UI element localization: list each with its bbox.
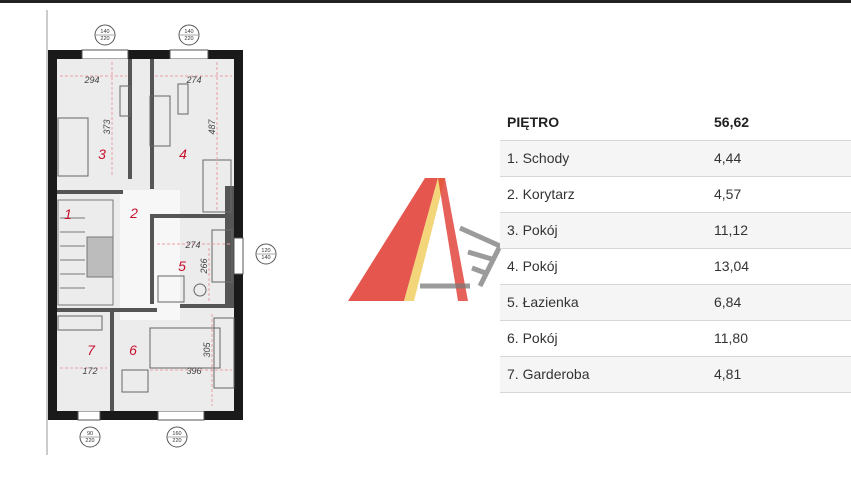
window-label-2: 140 bbox=[184, 29, 194, 35]
window-gap-2 bbox=[170, 50, 208, 59]
room-label: 3. Pokój bbox=[500, 212, 705, 248]
area-table-header bbox=[500, 104, 851, 140]
room-area: 11,12 bbox=[705, 212, 851, 248]
dimension-value: 274 bbox=[186, 75, 202, 85]
room-label: 7. Garderoba bbox=[500, 356, 705, 392]
window-label-3b: 140 bbox=[261, 255, 271, 261]
room-area: 13,04 bbox=[705, 248, 851, 284]
brand-logo bbox=[340, 168, 510, 308]
window-label-5: 160 bbox=[172, 431, 182, 437]
dimension-value: 172 bbox=[82, 366, 98, 376]
room-label: 1. Schody bbox=[500, 140, 705, 176]
table-row bbox=[500, 212, 851, 248]
room-label: 6. Pokój bbox=[500, 320, 705, 356]
window-gap-3 bbox=[234, 238, 243, 274]
room-number: 5 bbox=[178, 258, 186, 274]
floor-label: PIĘTRO bbox=[507, 113, 560, 130]
dimension-value: 305 bbox=[202, 342, 212, 358]
window-gap-1 bbox=[82, 50, 128, 59]
room-area: 4,44 bbox=[705, 140, 851, 176]
room-area: 4,81 bbox=[705, 356, 851, 392]
logo-red-leg bbox=[438, 178, 468, 301]
floor-plan bbox=[0, 0, 300, 480]
dimension-value: 274 bbox=[185, 240, 201, 250]
dimension-value: 487 bbox=[207, 119, 217, 135]
dimension-value: 294 bbox=[84, 75, 100, 85]
room-number: 3 bbox=[98, 146, 106, 162]
room-number: 6 bbox=[129, 342, 137, 358]
area-table bbox=[500, 104, 851, 393]
room-area: 4,57 bbox=[705, 176, 851, 212]
room-number: 4 bbox=[179, 146, 187, 162]
room-label: 5. Łazienka bbox=[500, 284, 705, 320]
dimension-value: 396 bbox=[186, 366, 202, 376]
dimension-value: 266 bbox=[199, 258, 209, 274]
window-label-3: 120 bbox=[261, 248, 271, 254]
room-number: 2 bbox=[130, 205, 138, 221]
table-row bbox=[500, 356, 851, 392]
table-row bbox=[500, 320, 851, 356]
room-number: 7 bbox=[87, 342, 95, 358]
window-label-4b: 220 bbox=[85, 438, 95, 444]
table-row bbox=[500, 140, 851, 176]
room-area: 6,84 bbox=[705, 284, 851, 320]
table-row bbox=[500, 284, 851, 320]
window-label-2b: 220 bbox=[184, 36, 194, 42]
table-row bbox=[500, 248, 851, 284]
floor-plan-drawing bbox=[0, 0, 300, 480]
window-label-5b: 220 bbox=[172, 438, 182, 444]
table-row bbox=[500, 176, 851, 212]
window-label-1: 140 bbox=[100, 29, 110, 35]
floor-total: 56,62 bbox=[714, 113, 750, 130]
window-label-1b: 220 bbox=[100, 36, 110, 42]
door-gap-1 bbox=[78, 411, 100, 420]
door-gap-2 bbox=[158, 411, 204, 420]
room-label: 2. Korytarz bbox=[500, 176, 705, 212]
room-area: 11,80 bbox=[705, 320, 851, 356]
room-label: 4. Pokój bbox=[500, 248, 705, 284]
window-label-4: 90 bbox=[86, 431, 94, 437]
room-number: 1 bbox=[64, 206, 72, 222]
dimension-value: 373 bbox=[102, 119, 112, 135]
